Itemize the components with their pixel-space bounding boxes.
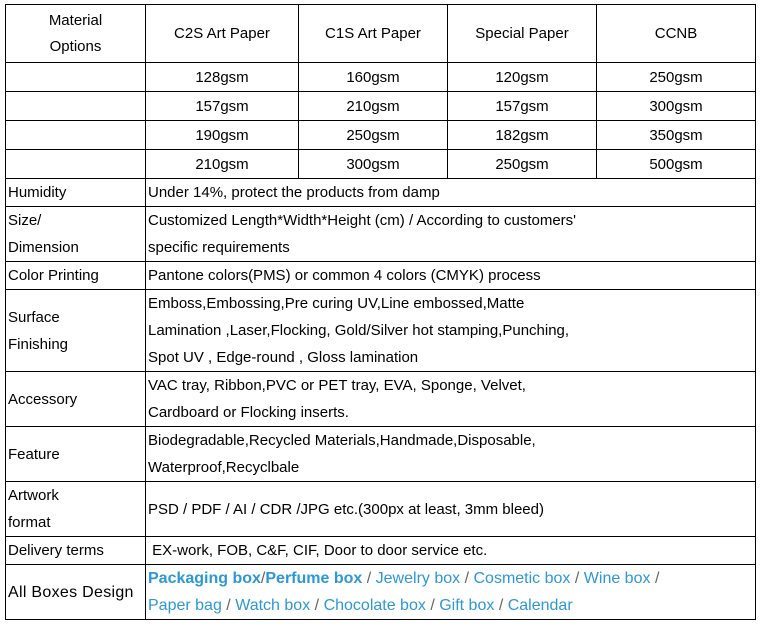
link-separator: / — [366, 570, 372, 587]
gsm-empty-cell — [6, 92, 146, 121]
humidity-value: Under 14%, protect the products from damp — [146, 179, 756, 207]
link-jewelry-box[interactable]: Jewelry box — [375, 570, 461, 587]
link-separator: / — [574, 570, 580, 587]
gsm-empty-cell — [6, 121, 146, 150]
artwork-label-line: Artwork — [8, 487, 59, 504]
surface-row — [6, 290, 756, 372]
gsm-cell: 350gsm — [597, 121, 756, 150]
header-row — [6, 5, 756, 63]
gsm-cell: 160gsm — [299, 63, 448, 92]
delivery-label: Delivery terms — [6, 537, 146, 565]
gsm-cell: 182gsm — [448, 121, 597, 150]
accessory-value-line: VAC tray, Ribbon,PVC or PET tray, EVA, Sponge, Velvet, — [148, 377, 526, 394]
link-packaging-box[interactable]: Packaging box — [148, 570, 261, 587]
size-value-line: specific requirements — [148, 239, 290, 256]
gsm-cell: 250gsm — [448, 150, 597, 179]
size-value — [146, 207, 756, 262]
gsm-cell: 128gsm — [146, 63, 299, 92]
gsm-cell: 300gsm — [597, 92, 756, 121]
header-special: Special Paper — [448, 5, 597, 63]
gsm-row — [6, 121, 756, 150]
feature-label: Feature — [6, 427, 146, 482]
gsm-cell: 210gsm — [299, 92, 448, 121]
color-row — [6, 262, 756, 290]
link-separator: / — [314, 597, 320, 614]
feature-value — [146, 427, 756, 482]
gsm-row — [6, 63, 756, 92]
link-watch-box[interactable]: Watch box — [235, 597, 311, 614]
header-options: Options — [49, 37, 102, 55]
delivery-value: EX-work, FOB, C&F, CIF, Door to door service etc. — [146, 537, 756, 565]
link-wine-box[interactable]: Wine box — [583, 570, 651, 587]
artwork-value: PSD / PDF / AI / CDR /JPG etc.(300px at least, 3mm bleed) — [146, 482, 756, 537]
artwork-label — [6, 482, 146, 537]
artwork-row — [6, 482, 756, 537]
link-separator: / — [654, 570, 660, 587]
gsm-cell: 250gsm — [299, 121, 448, 150]
link-paper-bag[interactable]: Paper bag — [148, 597, 222, 614]
link-gift-box[interactable]: Gift box — [439, 597, 495, 614]
gsm-cell: 157gsm — [448, 92, 597, 121]
delivery-row — [6, 537, 756, 565]
accessory-label: Accessory — [6, 372, 146, 427]
gsm-cell: 300gsm — [299, 150, 448, 179]
link-separator: / — [430, 597, 435, 614]
link-perfume-box[interactable]: Perfume box — [265, 570, 363, 587]
color-value: Pantone colors(PMS) or common 4 colors (CMYK) process — [146, 262, 756, 290]
gsm-empty-cell — [6, 63, 146, 92]
link-cosmetic-box[interactable]: Cosmetic box — [473, 570, 571, 587]
feature-value-line: Biodegradable,Recycled Materials,Handmade,Disposable, — [148, 432, 536, 449]
header-material: Material — [48, 11, 103, 29]
surface-label-line: Surface — [8, 308, 60, 326]
gsm-cell: 190gsm — [146, 121, 299, 150]
link-separator: / — [498, 597, 504, 614]
gsm-row — [6, 92, 756, 121]
link-separator: / — [464, 570, 470, 587]
header-c1s: C1S Art Paper — [299, 5, 448, 63]
humidity-label: Humidity — [6, 179, 146, 207]
size-label — [6, 207, 146, 262]
accessory-value-line: Cardboard or Flocking inserts. — [148, 404, 349, 421]
humidity-row — [6, 179, 756, 207]
boxes-row — [6, 565, 756, 620]
size-row — [6, 207, 756, 262]
header-material-options — [6, 5, 146, 63]
surface-value-line: Lamination ,Laser,Flocking, Gold/Silver hot stamping,Punching, — [148, 322, 570, 339]
accessory-row — [6, 372, 756, 427]
spec-table — [5, 4, 756, 620]
gsm-cell: 157gsm — [146, 92, 299, 121]
gsm-row — [6, 150, 756, 179]
gsm-empty-cell — [6, 150, 146, 179]
link-calendar[interactable]: Calendar — [507, 597, 573, 614]
link-separator: / — [260, 570, 266, 587]
boxes-links — [146, 565, 756, 620]
surface-value-line: Emboss,Embossing,Pre curing UV,Line embossed,Matte — [148, 295, 525, 312]
boxes-label: All Boxes Design — [6, 565, 146, 620]
gsm-cell: 120gsm — [448, 63, 597, 92]
link-separator: / — [226, 597, 231, 614]
link-chocolate-box[interactable]: Chocolate box — [323, 597, 426, 614]
size-label-line: Dimension — [8, 239, 79, 256]
size-value-line: Customized Length*Width*Height (cm) / According to customers' — [148, 212, 577, 229]
feature-value-line: Waterproof,Recyclbale — [148, 459, 300, 476]
surface-value — [146, 290, 756, 372]
surface-label-line: Finishing — [8, 335, 69, 353]
surface-label — [6, 290, 146, 372]
header-ccnb: CCNB — [597, 5, 756, 63]
size-label-line: Size/ — [8, 212, 42, 229]
feature-row — [6, 427, 756, 482]
surface-value-line: Spot UV , Edge-round , Gloss lamination — [148, 349, 419, 366]
header-c2s: C2S Art Paper — [146, 5, 299, 63]
gsm-cell: 210gsm — [146, 150, 299, 179]
gsm-cell: 250gsm — [597, 63, 756, 92]
artwork-label-line: format — [8, 514, 51, 531]
gsm-cell: 500gsm — [597, 150, 756, 179]
accessory-value — [146, 372, 756, 427]
color-label: Color Printing — [6, 262, 146, 290]
